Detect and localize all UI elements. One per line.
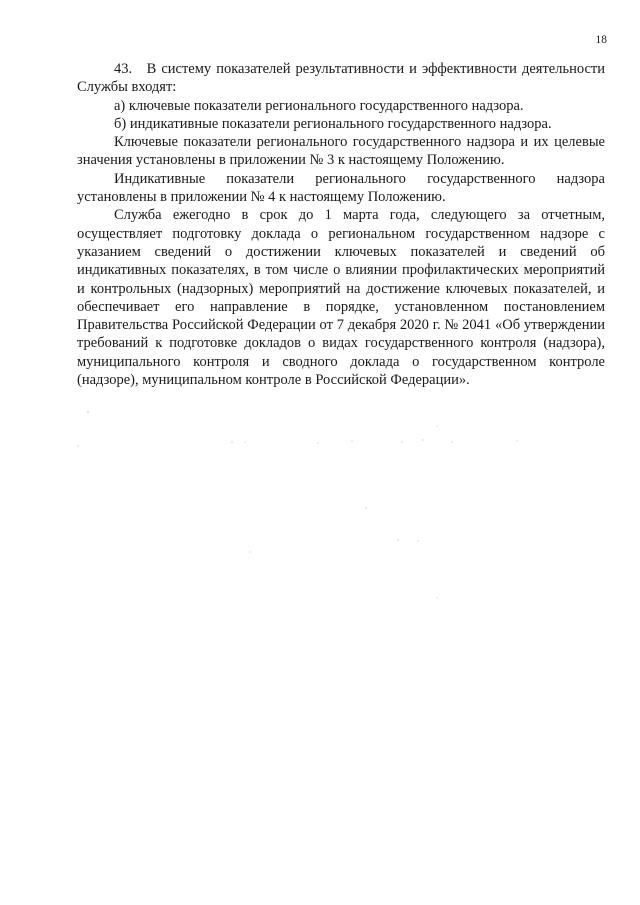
paragraph-annual-report: Служба ежегодно в срок до 1 марта года, следующего за отчетным, осуществляет подготовку доклада о региональном государственном надзоре с указанием сведений о достижении ключевых показателей и сведений об индикативных показателях, в том числе о влиянии профилактических мероприятий и контрольных (надзорных) мероприятий на достижение ключевых показателей, и обеспечивает его направление в порядке, установленном постановлением Правительства Российской Федерации от 7 декабря 2020 г. № 2041 «Об утверждении требований к подготовке докладов о видах государственного контроля (надзора), муниципального контроля и сводного доклада о государственном контроле (надзоре), муниципальном контроле в Российской Федерации». xyxy=(77,207,605,389)
paragraph-key-indicators: Ключевые показатели регионального государственного надзора и их целевые значения установлены в приложении № 3 к настоящему Положению. xyxy=(77,134,605,169)
list-item-a: а) ключевые показатели регионального государственного надзора. xyxy=(114,97,524,114)
paragraph-indicative-indicators: Индикативные показатели регионального государственного надзора установлены в приложении № 4 к настоящему Положению. xyxy=(77,170,605,206)
document-body xyxy=(77,60,605,389)
page-number: 18 xyxy=(595,34,607,46)
paragraph-43-intro: 43. В систему показателей результативности и эффективности деятельности Службы входят: xyxy=(77,61,605,96)
list-item-b: б) индикативные показатели регионального государственного надзора. xyxy=(114,115,552,132)
